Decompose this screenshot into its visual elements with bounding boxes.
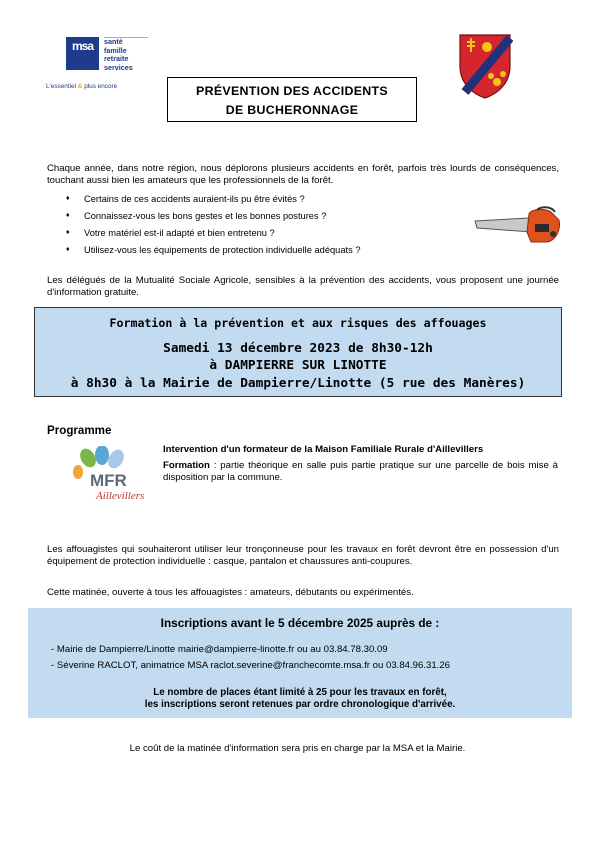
list-item: ♦ Utilisez-vous les équipements de protection individuelle adéquats ? xyxy=(66,244,466,261)
mfr-logo-text: MFR xyxy=(90,471,127,490)
page-title xyxy=(167,77,417,122)
programme-heading: Programme xyxy=(47,424,112,437)
question-list xyxy=(66,193,466,261)
contact-msa: - Séverine RACLOT, animatrice MSA raclot.severine@franchecomte.msa.fr ou 03.84.96.31.26 xyxy=(51,660,451,671)
cost-note: Le coût de la matinée d'information sera pris en charge par la MSA et la Mairie. xyxy=(129,743,466,754)
mfr-logo xyxy=(64,446,154,504)
intervention-line: Intervention d'un formateur de la Maison Familiale Rurale d'Aillevillers xyxy=(163,444,484,455)
page-title-line2: DE BUCHERONNAGE xyxy=(225,103,359,117)
inscriptions-title: Inscriptions avant le 5 décembre 2025 auprès de : xyxy=(160,616,440,630)
msa-tagline xyxy=(46,83,117,90)
msa-logo-box xyxy=(66,37,99,70)
msa-tagline-b: plus encore xyxy=(84,83,118,90)
msa-word: santé xyxy=(104,37,123,46)
matinee-paragraph: Cette matinée, ouverte à tous les affouagistes : amateurs, débutants ou expérimentés. xyxy=(47,587,414,598)
formation-location: à 8h30 à la Mairie de Dampierre/Linotte (5 rue des Manères) xyxy=(70,376,526,391)
msa-tagline-a: L'essentiel xyxy=(46,83,76,90)
list-item: ♦ Certains de ces accidents auraient-ils pu être évités ? xyxy=(66,193,466,210)
formation-label: Formation xyxy=(163,460,210,471)
msa-logo xyxy=(46,37,152,97)
coat-of-arms-icon xyxy=(457,32,513,100)
inscriptions-note-line1: Le nombre de places étant limité à 25 pour les travaux en forêt, xyxy=(153,687,447,698)
delegues-paragraph: Les délégués de la Mutualité Sociale Agricole, sensibles à la prévention des accidents, vous proposent une journée d'information gratuite. xyxy=(47,275,559,298)
list-item: ♦ Votre matériel est-il adapté et bien entretenu ? xyxy=(66,227,466,244)
list-item: ♦ Connaissez-vous les bons gestes et les bonnes postures ? xyxy=(66,210,466,227)
page-title-line1: PRÉVENTION DES ACCIDENTS xyxy=(196,84,388,98)
formation-box xyxy=(34,307,562,397)
formation-text: : partie théorique en salle puis partie pratique sur une parcelle de bois mise à disposition par la commune. xyxy=(163,460,558,483)
msa-word: famille xyxy=(104,45,127,55)
mfr-logo-sub: Aillevillers xyxy=(96,490,145,502)
formation-title: Formation à la prévention et aux risques des affouages xyxy=(109,316,487,330)
contact-mairie: - Mairie de Dampierre/Linotte mairie@dampierre-linotte.fr ou au 03.84.78.30.09 xyxy=(51,644,388,655)
msa-logo-letters: msa xyxy=(71,39,94,53)
msa-tagline-amp: & xyxy=(77,83,83,90)
inscriptions-note-line2: les inscriptions seront retenues par ordre chronologique d'arrivée. xyxy=(144,699,456,710)
formation-date: Samedi 13 décembre 2023 de 8h30-12h xyxy=(163,341,433,356)
msa-logo-words xyxy=(104,38,133,73)
msa-word: services xyxy=(104,63,133,73)
formation-town: à DAMPIERRE SUR LINOTTE xyxy=(209,358,387,373)
affouagistes-paragraph: Les affouagistes qui souhaiteront utiliser leur tronçonneuse pour les travaux en forêt devront être en possession d'un équipement de protection individuelle : casque, pantalon et chaussures anti-coupures. xyxy=(47,544,559,567)
inscriptions-note xyxy=(28,687,572,711)
msa-word: retraite xyxy=(104,54,129,64)
formation-description xyxy=(163,460,558,484)
inscriptions-box xyxy=(28,608,572,718)
chainsaw-icon xyxy=(471,206,563,246)
intro-paragraph: Chaque année, dans notre région, nous déplorons plusieurs accidents en forêt, parfois très lourds de conséquences, touchant aussi bien les amateurs que les professionnels de la forêt. xyxy=(47,163,559,186)
